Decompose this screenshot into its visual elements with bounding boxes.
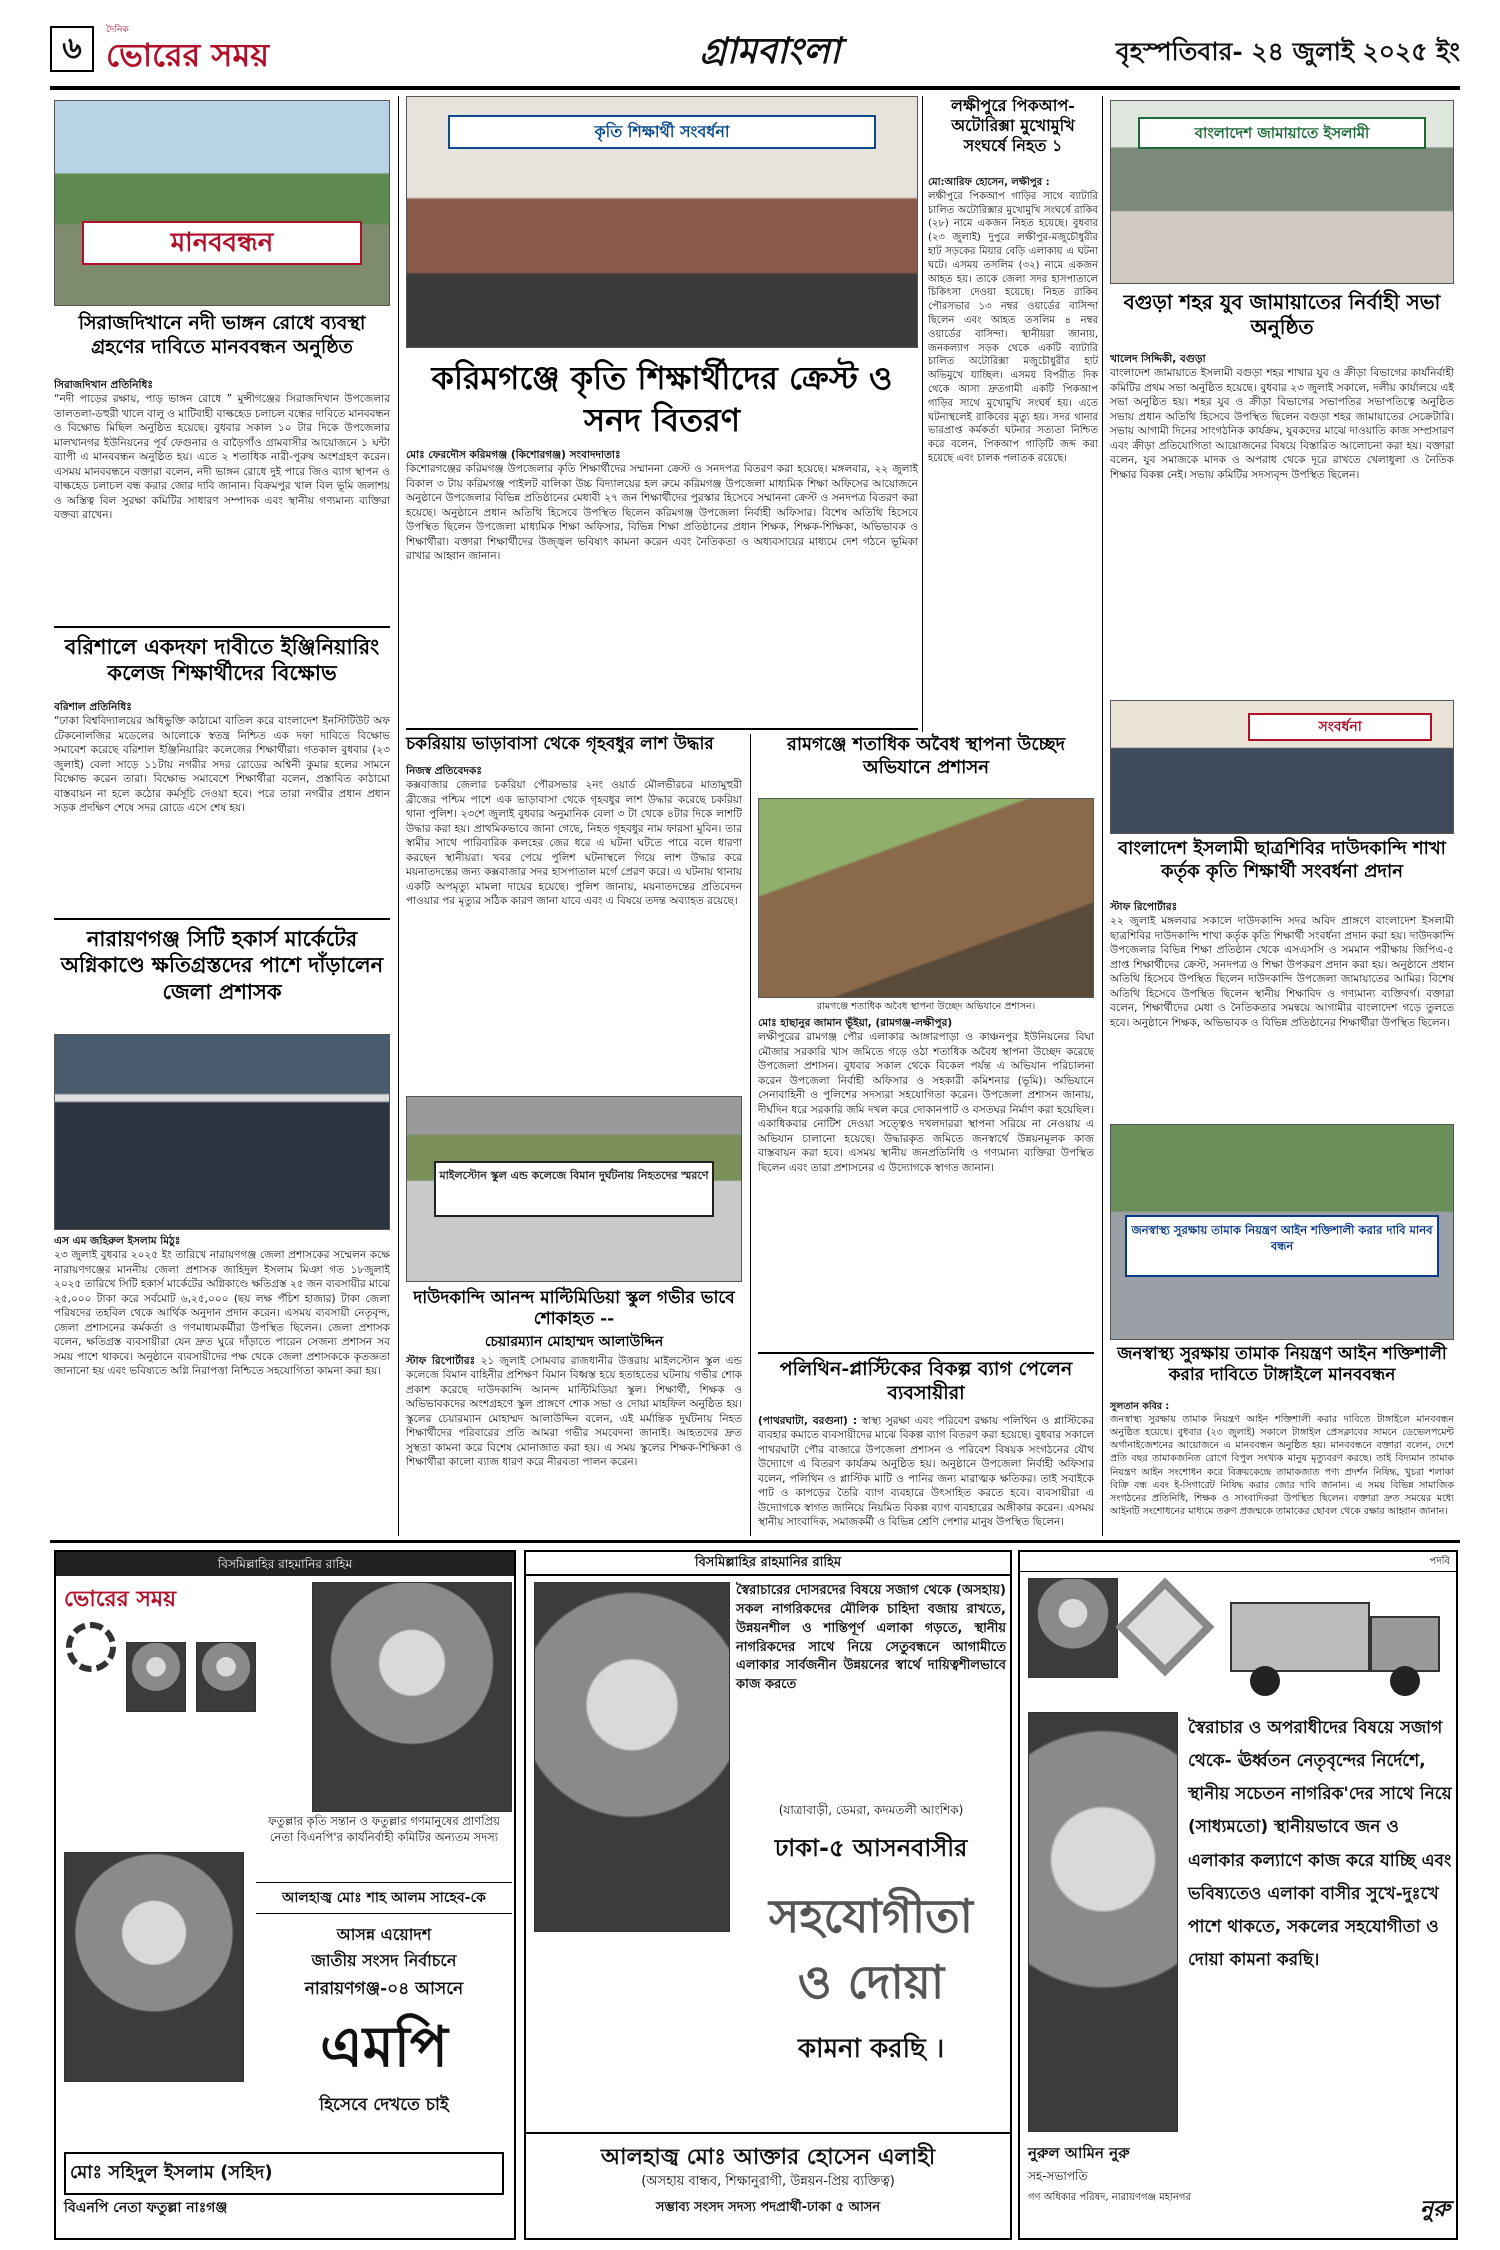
polythene-text: স্বাস্থ্য সুরক্ষা এবং পরিবেশ রক্ষায় পলিথিন ও প্লাস্টিকের ব্যবহার কমাতে ব্যবসায়ীদের মাঝে বিকল্প ব্যাগ বিতরণ করা হয়েছে। বুধবার সকালে পাথরঘাটা পৌর বাজারে উপজেলা প্রশাসন ও পরিবেশ বিষয়ক সংগঠনের যৌথ উদ্যোগে এ বিতরণ কার্যক্রম অনুষ্ঠিত হয়। অনুষ্ঠানে উপজেলা নির্বাহী অফিসার বলেন, পলিথিন ও প্লাস্টিক মাটি ও পানির জন্য মারাত্মক ক্ষতিকর। তাই সবাইকে পাট ও কাপড়ের তৈরি ব্যাগ ব্যবহারে উৎসাহিত করতে হবে। ব্যবসায়ীরা এ উদ্যোগকে স্বাগত জানিয়ে নিয়মিত বিকল্প ব্যাগ ব্যবহারের অঙ্গীকার করেন। এসময় স্থানীয় সাংবাদিক, সমাজকর্মী ও বিভিন্ন শ্রেণি পেশার মানুষ উপস্থিত ছিলেন। xyxy=(758,1415,1094,1529)
vertical-rule-2 xyxy=(750,734,751,1536)
ad1-small-portrait-2 xyxy=(196,1642,256,1712)
ad1-line4: হিসেবে দেখতে চাই xyxy=(319,2095,449,2115)
section-title: গ্রামবাংলা xyxy=(699,30,841,72)
daudkandi-school-headline: দাউদকান্দি আনন্দ মাল্টিমিডিয়া স্কুল গভীর ভাবে শোকাহত -- xyxy=(413,1288,735,1330)
bogura-text: বাংলাদেশ জামায়াতে ইসলামী বগুড়া শহর শাখার যুব ও ক্রীড়া বিভাগের কার্যনির্বাহী কমিটির প্রথম সভা অনুষ্ঠিত হয়েছে। বুধবার ২৩ জুলাই সকালে, দলীয় কার্যালয়ে এই সভা অনুষ্ঠিত হয়। শহর যুব ও ক্রীড়া বিভাগের সভাপতির সভাপতিত্বে অনুষ্ঠিত সভায় প্রধান অতিথি হিসেবে উপস্থিত ছিলেন বগুড়া শহর জামায়াতের সেক্রেটারি। সভায় আগামী দিনের সাংগঠনিক কার্যক্রম, যুবকদের মাঝে দাওয়াতি কাজ সম্প্রসারণ এবং ক্রীড়া প্রতিযোগিতা আয়োজনের বিষয়ে বিস্তারিত আলোচনা করা হয়। বক্তারা বলেন, যুব সমাজকে মাদক ও অপরাধ থেকে দূরে রাখতে খেলাধুলা ও নৈতিক শিক্ষার বিকল্প নেই। সভায় কমিটির সদস্যবৃন্দ উপস্থিত ছিলেন। xyxy=(1110,367,1454,481)
bogura-body xyxy=(1110,352,1454,692)
karimganj-banner: কৃতি শিক্ষার্থী সংবর্ধনা xyxy=(448,115,876,149)
vertical-rule-4 xyxy=(1102,96,1103,1536)
ad1-sponsor-title: বিএনপি নেতা ফতুল্লা নাঃগঞ্জ xyxy=(64,2200,228,2216)
polythene-headline: পলিথিন-প্লাস্টিকের বিকল্প ব্যাগ পেলেন ব্যবসায়ীরা xyxy=(779,1358,1073,1404)
shibir-body xyxy=(1110,900,1454,1116)
tangail-headline: জনস্বাস্থ্য সুরক্ষায় তামাক নিয়ন্ত্রণ আইন শক্তিশালী করার দাবিতে টাঙ্গাইলে মানববন্ধন xyxy=(1117,1344,1447,1386)
daudkandi-school-photo xyxy=(406,1096,742,1282)
chakaria-headline: চকরিয়ায় ভাড়াবাসা থেকে গৃহবধুর লাশ উদ্ধার xyxy=(406,734,714,754)
ramganj-caption: রামগঞ্জে শতাধিক অবৈধ স্থাপনা উচ্ছেদ অভিযানে প্রশাসন। xyxy=(816,1001,1036,1012)
ad3-main-portrait xyxy=(1028,1712,1178,2132)
lakshmipur-byline: মো:আরিফ হোসেন, লক্ষীপুর : xyxy=(928,177,1050,188)
lakshmipur-body xyxy=(928,176,1098,728)
ads-top-rule xyxy=(50,1540,1460,1543)
tangail-text: জনস্বাস্থ্য সুরক্ষায় তামাক নিয়ন্ত্রণ আইন শক্তিশালী করার দাবিতে টাঙ্গাইলে মানববন্ধন অনুষ্ঠিত হয়েছে। বুধবার (২৩ জুলাই) সকালে টাঙ্গাইল প্রেসক্লাবের সামনে ডেভেলপমেন্ট অর্গানাইজেশনের আয়োজনে এ মানববন্ধন অনুষ্ঠিত হয়। মানববন্ধনে বক্তারা বলেন, দেশে প্রতি বছর তামাকজনিত রোগে বিপুল সংখ্যক মানুষ মৃত্যুবরণ করছে। তাই বিদ্যমান তামাক নিয়ন্ত্রণ আইন সংশোধন করে বিক্রয়কেন্দ্রে তামাকজাত পণ্য প্রদর্শন নিষিদ্ধ, খুচরা শলাকা বিক্রি বন্ধ এবং ই-সিগারেট নিষিদ্ধ করার জোর দাবি জানান। এ সময় বিভিন্ন সামাজিক সংগঠনের প্রতিনিধি, শিক্ষক ও সাংবাদিকরা উপস্থিত ছিলেন। বক্তারা দ্রুত সময়ের মধ্যে আইনটি সংশোধনের মাধ্যমে তরুণ প্রজন্মকে তামাকের ছোবল থেকে রক্ষার আহ্বান জানান। xyxy=(1110,1414,1454,1517)
bogura-photo xyxy=(1110,100,1454,284)
polythene-body xyxy=(758,1414,1094,1534)
ramganj-headline: রামগঞ্জে শতাধিক অবৈধ স্থাপনা উচ্ছেদ অভিযানে প্রশাসন xyxy=(786,734,1066,778)
ad1-small-portrait-1 xyxy=(126,1642,186,1712)
ad1-logo: ভোরের সময় xyxy=(64,1586,177,1612)
ad-akter-elahi xyxy=(524,1550,1012,2240)
page-number: ৬ xyxy=(50,26,94,72)
ad2-text1: স্বৈরাচারের দোসরদের বিষয়ে সজাগ থেকে (অসহায়) সকল নাগরিকদের মৌলিক চাহিদা বজায় রাখতে, উন্নয়নশীল ও শান্তিপূর্ণ এলাকা গড়তে, স্থানীয় নাগরিকদের সাথে নিয়ে সেতুবন্ধনে আগামীতে এলাকার সার্বজনীন উন্নয়নের স্বার্থে দায়িত্বশীলভাবে কাজ করতে xyxy=(736,1583,1006,1693)
ad2-text2: (যাত্রাবাড়ী, ডেমরা, কদমতলী আংশিক) xyxy=(778,1803,964,1817)
ad2-text4: কামনা করছি । xyxy=(797,2034,945,2064)
col1-divider-1 xyxy=(54,626,390,628)
ramganj-divider xyxy=(758,1352,1094,1354)
chakaria-text: কক্সবাজার জেলার চকরিয়া পৌরসভার ২নং ওয়ার্ড মৌলভীরচর মাতামুহুরী ব্রীজের পশ্চিম পাশে এক ভাড়াবাসা থেকে গৃহবধুর লাশ উদ্ধার করেছে চকরিয়া থানা পুলিশ। ২৩শে জুলাই বুধবার অনুমানিক বেলা ৩ টা থেকে ৪টার দিকে লাশটি উদ্ধার করা হয়। প্রাথমিকভাবে জানা গেছে, নিহত গৃহবধুর নাম ফারসা মুবিন। তার স্বামীর সাথে পারিবারিক কলহের জের ধরে এ ঘটনা ঘটতে পারে বলে ধারণা করছেন স্থানীয়রা। খবর পেয়ে পুলিশ ঘটনাস্থলে গিয়ে লাশ উদ্ধার করে ময়নাতদন্তের জন্য কক্সবাজার সদর হাসপাতাল মর্গে প্রেরণ করে। এ ঘটনায় থানায় একটি অপমৃত্যু মামলা দায়ের হয়েছে। পুলিশ জানায়, ময়নাতদন্তের প্রতিবেদন পাওয়ার পর মৃত্যুর সঠিক কারণ জানা যাবে এবং এ বিষয়ে তদন্ত অব্যাহত রয়েছে। xyxy=(406,779,742,908)
karimganj-byline: মোঃ ফেরদৌস করিমগঞ্জ (কিশোরগঞ্জ) সংবাদদাতাঃ xyxy=(406,449,621,461)
barishal-byline: বরিশাল প্রতিনিধিঃ xyxy=(54,701,132,713)
daudkandi-school-banner: মাইলস্টোন স্কুল এন্ড কলেজে বিমান দুর্ঘটনায় নিহতদের স্মরণে xyxy=(434,1161,715,1217)
daudkandi-school-byline: স্টাফ রিপোর্টারঃ xyxy=(406,1355,476,1367)
masthead xyxy=(50,20,1460,82)
ad-nurul-amin xyxy=(1018,1550,1458,2240)
ad2-name: আলহাজ্ব মোঃ আক্তার হোসেন এলাহী xyxy=(526,2132,1010,2177)
daudkandi-school-body xyxy=(406,1354,742,1534)
lakshmipur-text: লক্ষীপুরে পিকআপ গাড়ির সাথে ব্যাটারি চালিত অটোরিক্সার মুখোমুখি সংঘর্ষে রাকিব (২৮) নামে একজন নিহত হয়েছে। বুধবার (২৩ জুলাই) দুপুরে লক্ষীপুর-মজুচৌধুরীর হাট সড়কের মিয়ার বেড়ি এলাকায় এ ঘটনা ঘটে। এসময় তসলিম (৩২) নামে একজন আহত হয়। তাকে জেলা সদর হাসপাতালে চিকিৎসা দেওয়া হয়েছে। নিহত রাকিব পৌরসভার ১৩ নম্বর ওয়ার্ডের বাসিন্দা ছিলেন এবং আহত তসলিম ৪ নম্বর ওয়ার্ডের বাসিন্দা। স্থানীয়রা জানায়, জনকল্যাণ সড়ক থেকে একটি ব্যাটারি চালিত অটোরিক্সা মজুচৌধুরীর হাট অভিমুখে যাচ্ছিল। এসময় বিপরীত দিক থেকে আসা দ্রুতগামী একটি পিকআপ গাড়ির সাথে মুখোমুখি সংঘর্ষ হয়। এতে ঘটনাস্থলেই রাকিবের মৃত্যু হয়। সদর থানার ভারপ্রাপ্ত কর্মকর্তা ঘটনার সত্যতা নিশ্চিত করে বলেন, পিকআপ গাড়িটি জব্দ করা হয়েছে এবং চালক পলাতক রয়েছে। xyxy=(928,190,1098,464)
bogura-banner: বাংলাদেশ জামায়াতে ইসলামী xyxy=(1138,117,1425,149)
bogura-byline: খালেদ সিদ্দিকী, বগুড়া xyxy=(1110,353,1206,365)
shibir-banner: সংবর্ধনা xyxy=(1248,713,1433,741)
ad3-sign: নুরু xyxy=(1419,2197,1450,2222)
ad3-diamond-logo xyxy=(1116,1578,1215,1677)
ad1-person-desc: ফতুল্লার কৃতি সন্তান ও ফতুল্লার গণমানুষের প্রাণপ্রিয় নেতা বিএনপি'র কার্যনির্বাহী কমিটির অন্যতম সদস্য xyxy=(268,1814,500,1844)
masthead-logo xyxy=(102,22,302,78)
ad2-sub2: সম্ভাব্য সংসদ সদস্য পদপ্রার্থী-ঢাকা ৫ আসন xyxy=(655,2200,881,2215)
daudkandi-school-text: ২১ জুলাই সোমবার রাজধানীর উত্তরায় মাইলস্টোন স্কুল এন্ড কলেজে বিমান বাহিনীর প্রশিক্ষণ বিমান বিধ্বস্ত হয়ে হতাহতের ঘটনায় গভীর শোক প্রকাশ করেছে দাউদকান্দি আনন্দ মাল্টিমিডিয়া স্কুল। শিক্ষার্থী, শিক্ষক ও অভিভাবকদের অংশগ্রহণে স্কুল প্রাঙ্গণে শোক সভা ও দোয়া মাহফিল অনুষ্ঠিত হয়। স্কুলের চেয়ারম্যান মোহাম্মদ আলাউদ্দিন বলেন, এই মর্মান্তিক দুর্ঘটনায় নিহত শিক্ষার্থীদের পরিবারের প্রতি আমরা গভীর সমবেদনা জানাই। আহতদের দ্রুত সুস্থতা কামনা করে বিশেষ মোনাজাত করা হয়। এ সময় স্কুলের শিক্ষক-শিক্ষিকা ও শিক্ষার্থীরা কালো ব্যাজ ধারণ করে নীরবতা পালন করেন। xyxy=(406,1355,742,1469)
ad3-small-portrait-1 xyxy=(1028,1578,1118,1678)
ramganj-byline: মোঃ হাছানুর জামান ভূঁইয়া, (রামগঞ্জ-লক্ষীপুর) xyxy=(758,1017,953,1029)
ad1-header: বিসমিল্লাহির রাহমানির রাহিম xyxy=(56,1552,514,1576)
ad2-sub1: (অসহায় বান্ধব, শিক্ষানুরাগী, উন্নয়ন-প্রিয় ব্যক্তিত্ব) xyxy=(641,2174,895,2189)
ad1-name: আলহাজ্ব মোঃ শাহ আলম সাহেব-কে xyxy=(256,1882,512,1914)
barishal-headline: বরিশালে একদফা দাবীতে ইঞ্জিনিয়ারিং কলেজ শিক্ষার্থীদের বিক্ষোভ xyxy=(64,634,380,686)
ad2-portrait xyxy=(534,1582,730,1932)
ad1-line1: আসন্ন এয়োদশ xyxy=(336,1925,432,1944)
bogura-headline: বগুড়া শহর যুব জামায়াতের নির্বাহী সভা অনুষ্ঠিত xyxy=(1123,290,1441,339)
ad1-line3: নারায়ণগঞ্জ-০৪ আসনে xyxy=(304,1979,464,1999)
tangail-photo xyxy=(1110,1124,1454,1340)
sirajdikhan-photo xyxy=(54,100,390,306)
sirajdikhan-body xyxy=(54,378,390,620)
shibir-byline: স্টাফ রিপোর্টারঃ xyxy=(1110,901,1178,913)
narayanganj-body xyxy=(54,1234,390,1534)
narayanganj-byline: এস এম জহিরুল ইসলাম মিঠুঃ xyxy=(54,1235,181,1247)
sirajdikhan-headline: সিরাজদিখানে নদী ভাঙ্গন রোধে ব্যবস্থা গ্রহণের দাবিতে মানববন্ধন অনুষ্ঠিত xyxy=(78,312,366,358)
logo-small-text: দৈনিক xyxy=(106,25,129,35)
ad3-role: সহ-সভাপতি xyxy=(1028,2169,1088,2183)
logo-text: ভোরের সময় xyxy=(106,36,270,74)
chakaria-body xyxy=(406,764,742,1082)
issue-date: বৃহস্পতিবার- ২৪ জুলাই ২০২৫ ইং xyxy=(1115,37,1460,66)
narayanganj-photo xyxy=(54,1034,390,1230)
lakshmipur-headline: লক্ষীপুরে পিকআপ-অটোরিক্সা মুখোমুখি সংঘর্ষে নিহত ১ xyxy=(951,96,1075,155)
karimganj-photo xyxy=(406,96,918,348)
vertical-rule-3 xyxy=(922,96,923,732)
shibir-photo xyxy=(1110,700,1454,834)
barishal-body xyxy=(54,700,390,910)
ad3-name: নুরুল আমিন নুরু xyxy=(1028,2144,1130,2162)
ad1-sponsor-portrait xyxy=(64,1852,244,2082)
sirajdikhan-banner: মানববন্ধন xyxy=(82,221,363,265)
narayanganj-text: ২৩ জুলাই বুধবার ২০২৫ ইং তারিখে নারায়ণগঞ্জ জেলা প্রশাসকের সম্মেলন কক্ষে নারায়ণগঞ্জের মাননীয় জেলা প্রশাসক জাহিদুল ইসলাম মিঞা গত ১৮জুলাই ২০২৫ তারিখে সিটি হকার্স মার্কেটের অগ্নিকাণ্ডে ক্ষতিগ্রস্ত ২৫ জন ব্যবসায়ীর মাঝে ২৫,০০০ টাকা করে সর্বমোট ৬,২৫,০০০ (ছয় লক্ষ পঁচিশ হাজার) টাকা জেলা পরিষদের তহবিল থেকে আর্থিক অনুদান প্রদান করেন। এসময় ব্যবসায়ী নেতৃবৃন্দ, জেলা প্রশাসনের কর্মকর্তা ও গণমাধ্যমকর্মীরা উপস্থিত ছিলেন। জেলা প্রশাসক বলেন, ক্ষতিগ্রস্ত ব্যবসায়ীরা যেন দ্রুত ঘুরে দাঁড়াতে পারেন সেজন্য প্রশাসন সব সময় পাশে থাকবে। অনুষ্ঠানে ব্যবসায়ীদের পক্ষ থেকে জেলা প্রশাসককে কৃতজ্ঞতা জানানো হয় এবং ভবিষ্যতে অগ্নি নিরাপত্তা নিশ্চিতে সহযোগিতা কামনা করা হয়। xyxy=(54,1249,390,1378)
ramganj-text: লক্ষীপুরের রামগঞ্জ পৌর এলাকার আঙ্গারপাড়া ও কাঞ্চনপুর ইউনিয়নের বিঘা মৌজার সরকারি খাস জমিতে গড়ে ওঠা শতাধিক অবৈধ স্থাপনা উচ্ছেদ করেছে উপজেলা প্রশাসন। বুধবার সকাল থেকে বিকেল পর্যন্ত এ অভিযান পরিচালনা করেন উপজেলা নির্বাহী অফিসার ও সহকারী কমিশনার (ভূমি)। অভিযানে সেনাবাহিনী ও পুলিশের সদস্যরা সহযোগিতা করেন। উপজেলা প্রশাসন জানায়, দীর্ঘদিন ধরে সরকারি জমি দখল করে দোকানপাট ও বসতঘর নির্মাণ করা হয়েছিল। একাধিকবার নোটিশ দেওয়া সত্ত্বেও দখলদাররা স্থাপনা সরিয়ে না নেওয়ায় এ অভিযান চালানো হয়েছে। উদ্ধারকৃত জমিতে জনস্বার্থে উন্নয়নমূলক কাজ বাস্তবায়ন করা হবে। এসময় স্থানীয় জনপ্রতিনিধি ও গণ্যমান্য ব্যক্তিরা উপস্থিত ছিলেন এবং তারা প্রশাসনের এ উদ্যোগকে স্বাগত জানান। xyxy=(758,1031,1094,1174)
ad3-org: গণ অধিকার পরিষদ, নারায়ণগঞ্জ মহানগর xyxy=(1028,2192,1191,2203)
tangail-body xyxy=(1110,1400,1454,1534)
barishal-text: “ঢাকা বিশ্ববিদ্যালয়ের অধিভুক্তি কাঠামো বাতিল করে বাংলাদেশ ইনস্টিটিউট অফ টেকনোলজির মডেলের আলোকে স্বতন্ত্র নিশ্চিত এক দফা দাবিতে বিক্ষোভ সমাবেশ করেছে বরিশাল ইঞ্জিনিয়ারিং কলেজের শিক্ষার্থীরা। গতকাল বুধবার (২৩ জুলাই) বেলা সাড়ে ১১টায় নগরীর সদর রোডের অশ্বিনী কুমার হলের সামনে বিক্ষোভ করেন তারা। বিক্ষোভ সমাবেশে শিক্ষার্থীরা বলেন, প্রস্তাবিত কাঠামো বাস্তবায়ন না হলে কঠোর কর্মসূচি দেওয়া হবে। পরে তারা নগরীর প্রধান প্রধান সড়ক প্রদক্ষিণ শেষে সদর রোডে এসে শেষ হয়। xyxy=(54,715,390,815)
ad3-truck-icon xyxy=(1230,1582,1450,1702)
shibir-text: ২২ জুলাই মঙ্গলবার সকালে দাউদকান্দি সদর অবিদ প্রাঙ্গণে বাংলাদেশ ইসলামী ছাত্রশিবির দাউদকান্দি শাখা কর্তৃক কৃতি শিক্ষার্থী সংবর্ধনা প্রদান করা হয়। দাউদকান্দি উপজেলার বিভিন্ন শিক্ষা প্রতিষ্ঠান থেকে এসএসসি ও সমমান পরীক্ষায় জিপিএ-৫ প্রাপ্ত শিক্ষার্থীদের ক্রেস্ট, সনদপত্র ও শিক্ষা উপকরণ প্রদান করা হয়। অনুষ্ঠানে প্রধান অতিথি হিসেবে উপস্থিত ছিলেন দাউদকান্দি উপজেলা জামায়াতের আমির। বিশেষ অতিথি হিসেবে উপস্থিত ছিলেন স্থানীয় শিক্ষাবিদ ও গণ্যমান্য ব্যক্তিবর্গ। বক্তারা বলেন, শিক্ষার্থীদের মেধা ও নৈতিকতার সমন্বয়ে আগামীর বাংলাদেশ গড়ে তুলতে হবে। অনুষ্ঠানে শিক্ষক, অভিভাবক ও বিভিন্ন প্রতিষ্ঠানের শিক্ষার্থীরা উপস্থিত ছিলেন। xyxy=(1110,915,1454,1029)
sirajdikhan-byline: সিরাজদিখান প্রতিনিধিঃ xyxy=(54,379,154,391)
karimganj-body xyxy=(406,448,918,722)
narayanganj-headline: নারায়ণগঞ্জ সিটি হকার্স মার্কেটের অগ্নিকাণ্ডে ক্ষতিগ্রস্তদের পাশে দাঁড়ালেন জেলা প্রশাসক xyxy=(60,926,384,1004)
tangail-banner: জনস্বাস্থ্য সুরক্ষায় তামাক নিয়ন্ত্রণ আইন শক্তিশালী করার দাবি মানব বন্ধন xyxy=(1125,1215,1440,1277)
masthead-rule xyxy=(50,86,1460,90)
ad1-gear-icon xyxy=(66,1622,116,1672)
polythene-byline: (পাথরঘাটা, বরগুনা) : xyxy=(758,1415,858,1427)
tangail-byline: সুলতান কবির : xyxy=(1110,1401,1170,1412)
ramganj-body xyxy=(758,1016,1094,1346)
karimganj-text: কিশোরগঞ্জের করিমগঞ্জ উপজেলার কৃতি শিক্ষার্থীদের সম্মাননা ক্রেস্ট ও সনদপত্র বিতরণ করা হয়েছে। মঙ্গলবার, ২২ জুলাই বিকাল ৩ টায় করিমগঞ্জ পাইলট বালিকা উচ্চ বিদ্যালয়ের হল রুমে করিমগঞ্জ উপজেলা মাধ্যমিক শিক্ষা অফিসের আয়োজনে অনুষ্ঠানে উপজেলার বিভিন্ন প্রতিষ্ঠানের মেধাবী ২৭ জন শিক্ষার্থীদের পুরস্কার হিসেবে সম্মাননা ক্রেস্ট ও সনদপত্র বিতরণ করা হয়েছে। অনুষ্ঠানে প্রধান অতিথি হিসেবে উপস্থিত ছিলেন করিমগঞ্জ উপজেলা নির্বাহী অফিসার। বিশেষ অতিথি হিসেবে উপস্থিত ছিলেন উপজেলা মাধ্যমিক শিক্ষা অফিসার, বিভিন্ন শিক্ষা প্রতিষ্ঠানের প্রধান শিক্ষক, শিক্ষক-শিক্ষিকা, অভিভাবক ও শিক্ষার্থীরা। বক্তারা শিক্ষার্থীদের উজ্জ্বল ভবিষ্যৎ কামনা করেন এবং নৈতিকতা ও অধ্যবসায়ের মাধ্যমে দেশ গঠনে ভূমিকা রাখার আহ্বান জানান। xyxy=(406,463,918,563)
ad3-header: পদবি xyxy=(1020,1552,1456,1572)
shibir-headline: বাংলাদেশ ইসলামী ছাত্রশিবির দাউদকান্দি শাখা কর্তৃক কৃতি শিক্ষার্থী সংবর্ধনা প্রদান xyxy=(1118,838,1446,882)
vertical-rule-1 xyxy=(398,96,399,1536)
ad1-big: এমপি xyxy=(320,2014,448,2080)
ad-shah-alam xyxy=(54,1550,516,2240)
ad1-main-portrait xyxy=(312,1582,512,1812)
chakaria-byline: নিজস্ব প্রতিবেদকঃ xyxy=(406,765,482,777)
karimganj-divider xyxy=(406,728,918,730)
ad2-big2: ও দোয়া xyxy=(797,1955,945,2009)
ad2-text3: ঢাকা-৫ আসনবাসীর xyxy=(774,1834,968,1862)
daudkandi-school-subhead: চেয়ারম্যান মোহাম্মদ আলাউদ্দিন xyxy=(484,1334,664,1350)
ad2-big1: সহযোগীতা xyxy=(768,1889,974,1943)
ad1-line2: জাতীয় সংসদ নির্বাচনে xyxy=(311,1951,457,1970)
col1-divider-2 xyxy=(54,918,390,920)
karimganj-headline: করিমগঞ্জে কৃতি শিক্ষার্থীদের ক্রেস্ট ও সনদ বিতরণ xyxy=(431,359,893,439)
ad3-text: স্বৈরাচার ও অপরাধীদের বিষয়ে সজাগ থেকে- ঊর্ধ্বতন নেতৃবৃন্দের নির্দেশে, স্থানীয় সচেতন নাগরিক'দের সাথে নিয়ে (সাধ্যমতো) স্থানীয়ভাবে জন ও এলাকার কল্যাণে কাজ করে যাচ্ছি এবং ভবিষ্যতেও এলাকা বাসীর সুখে-দুঃখে পাশে থাকতে, সকলের সহযোগীতা ও দোয়া কামনা করছি। xyxy=(1188,1718,1452,1970)
ramganj-photo xyxy=(758,798,1094,998)
ad1-sponsor-name: মোঃ সহিদুল ইসলাম (সহিদ) xyxy=(64,2152,504,2195)
sirajdikhan-text: “নদী পাড়ের রক্ষায়, পাড় ভাঙ্গন রোধে ” মুন্সীগঞ্জের সিরাজদিখান উপজেলার তালতলা-ডহুরী খালে বালু ও মাটিবাহী বাল্কহেড চলাচল বন্ধের দাবিতে মানববন্ধন ও বিক্ষোভ মিছিল অনুষ্ঠিত হয়েছে। বুধবার সকাল ১০ টার দিকে উপজেলার মালখানগর ইউনিয়নের পূর্ব ফেগুনার ও বাড়ৈগাঁও গ্রামবাসীর আয়োজনে ১ ঘন্টা ব্যাপী এ মানববন্ধন অনুষ্ঠিত হয়। এতে ২ শতাধিক নারী-পুরুষ অংশগ্রহণ করেন। এসময় মানববন্ধনে বক্তারা বলেন, নদী ভাঙ্গন রোধে দুই পারে জিও ব্যাগ স্থাপন ও বাল্কহেড চলাচল বন্ধ করার জোর দাবি জানান। বিক্রমপুর খাল বিল ভূমি জলাশয় ও অস্তিত্ব বিল সুরক্ষা কমিটির সাধারণ সম্পাদক এবং স্থানীয় গণ্যমান্য ব্যক্তিরা বক্তব্য রাখেন। xyxy=(54,393,390,522)
ad2-header: বিসমিল্লাহির রাহমানির রাহিম xyxy=(526,1552,1010,1576)
